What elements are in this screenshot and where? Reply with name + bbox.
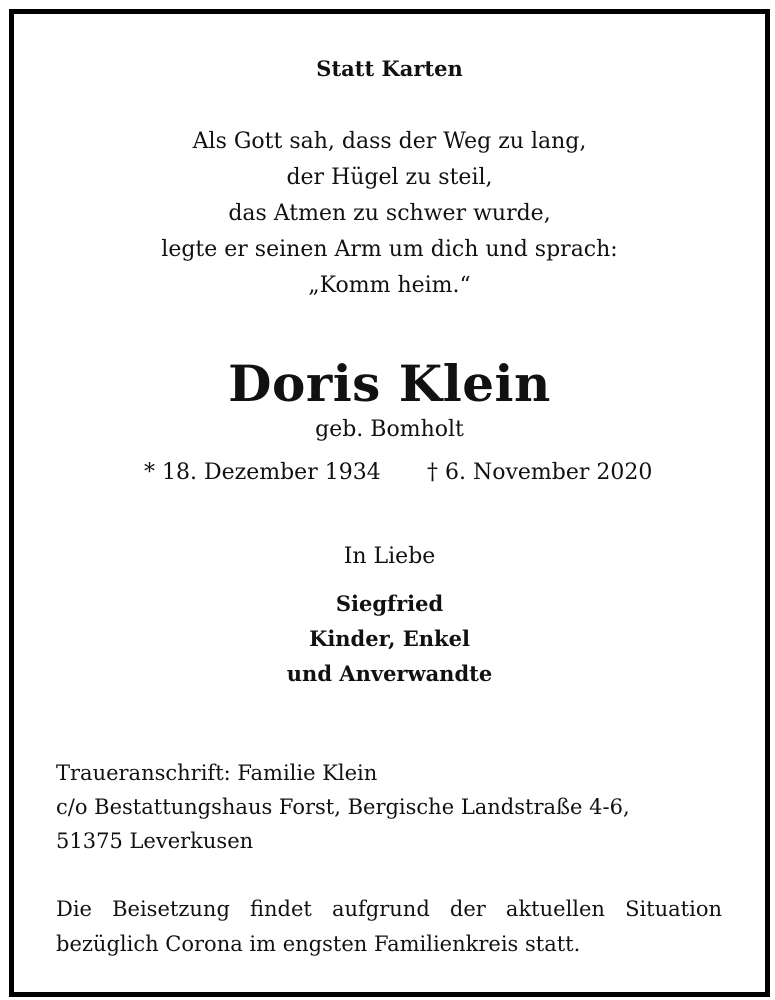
poem-line: legte er seinen Arm um dich und sprach: — [161, 237, 618, 262]
address-line: 51375 Leverkusen — [56, 829, 254, 853]
death-date: † 6. November 2020 — [427, 460, 653, 485]
birth-date: * 18. Dezember 1934 — [144, 460, 381, 485]
header-statt-karten: Statt Karten — [316, 56, 463, 81]
poem-line: Als Gott sah, dass der Weg zu lang, — [192, 129, 587, 154]
mourning-address — [56, 756, 630, 858]
poem-line: „Komm heim.“ — [308, 273, 471, 298]
mourner-line: Kinder, Enkel — [309, 626, 470, 651]
obituary-card — [9, 9, 770, 997]
poem-line: das Atmen zu schwer wurde, — [228, 201, 551, 226]
mourner-line: Siegfried — [335, 591, 444, 616]
poem — [14, 124, 765, 304]
poem-line: der Hügel zu steil, — [286, 165, 493, 190]
funeral-notice: Die Beisetzung findet aufgrund der aktuellen Situation bezüglich Corona im engsten Familienkreis statt. — [56, 897, 722, 956]
deceased-name: Doris Klein — [228, 354, 551, 413]
mourners — [14, 586, 765, 691]
mourner-line: und Anverwandte — [286, 661, 493, 686]
address-line: Traueranschrift: Familie Klein — [56, 761, 378, 785]
love-line: In Liebe — [343, 544, 436, 569]
birth-name: geb. Bomholt — [315, 417, 464, 442]
address-line: c/o Bestattungshaus Forst, Bergische Landstraße 4-6, — [56, 795, 630, 819]
